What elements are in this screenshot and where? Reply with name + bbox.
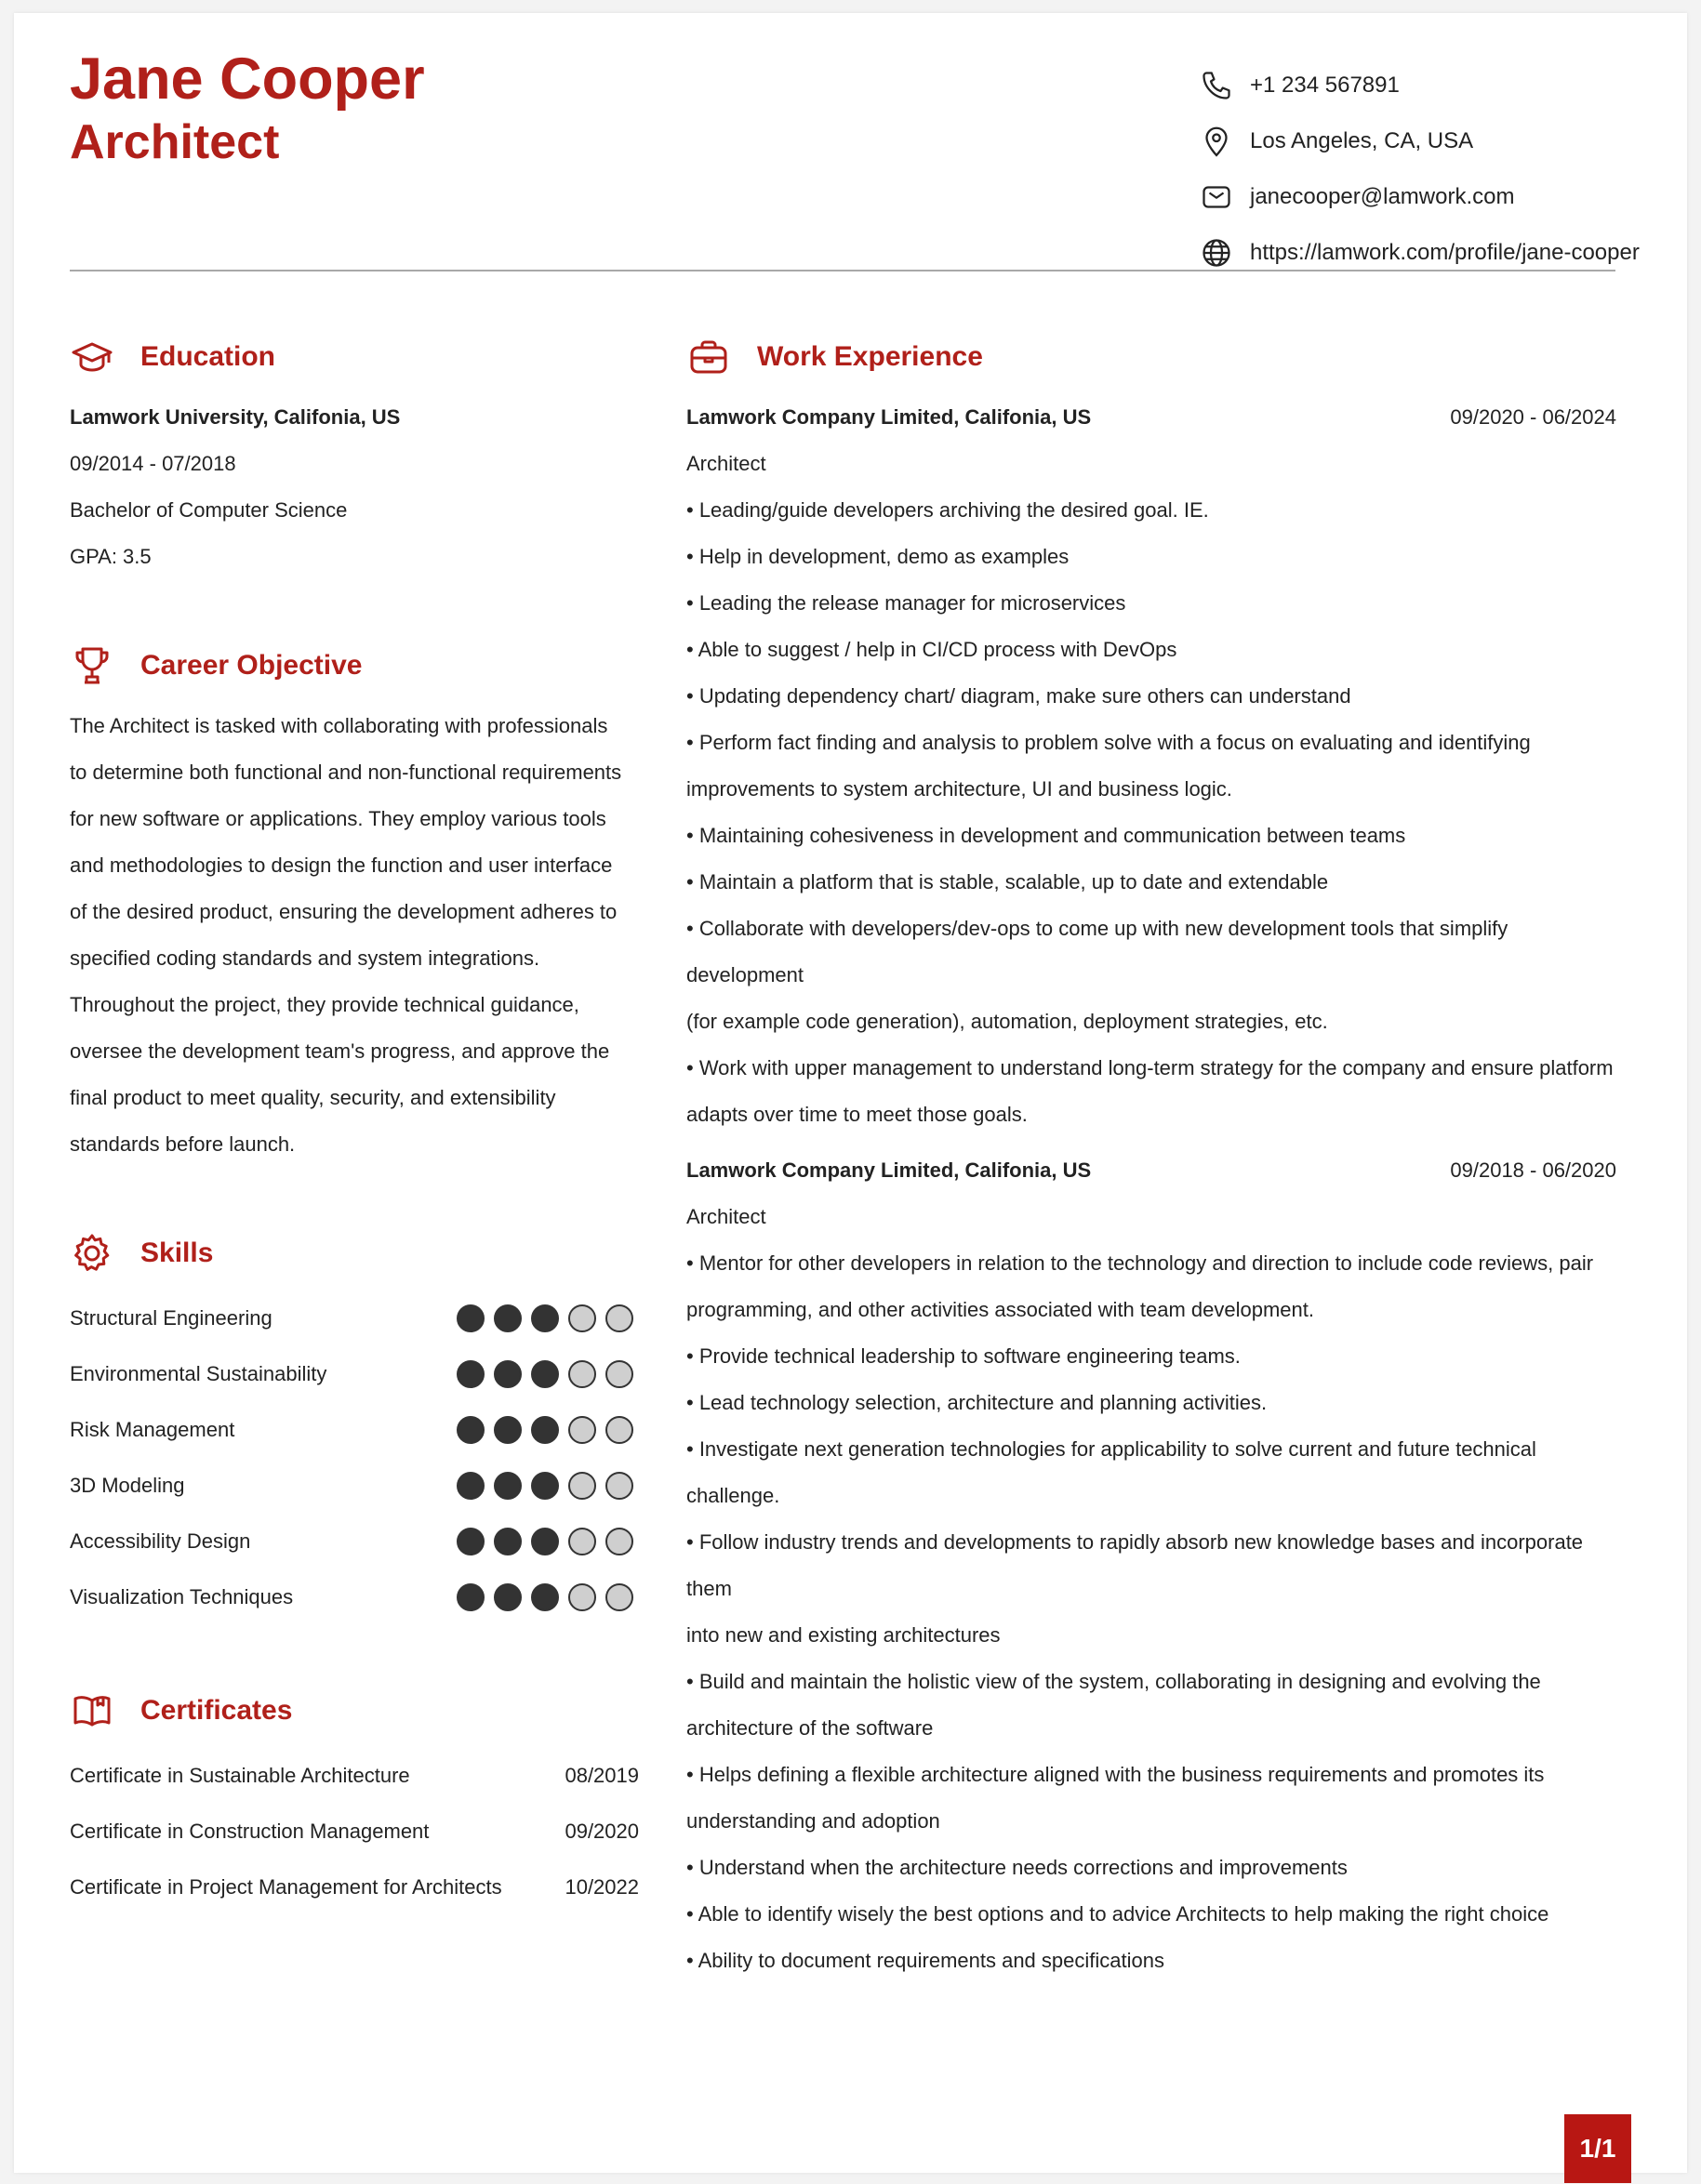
- job-bullet-line: • Maintain a platform that is stable, scalable, up to date and extendable: [686, 870, 1329, 893]
- job-bullet-line: • Leading/guide developers archiving the desired goal. IE.: [686, 498, 1209, 522]
- job-bullet-line: • Able to suggest / help in CI/CD process with DevOps: [686, 638, 1177, 661]
- job-bullet-line: • Able to identify wisely the best options and to advice Architects to help making the right choice: [686, 1902, 1549, 1926]
- skill-name: Environmental Sustainability: [70, 1362, 327, 1385]
- location-pin-icon: [1200, 125, 1233, 158]
- contact-phone: [1200, 58, 1646, 113]
- skill-row: [70, 1346, 639, 1402]
- briefcase-icon: [686, 335, 731, 379]
- objective-line: final product to meet quality, security, and extensibility: [70, 1086, 556, 1109]
- job-bullet-line: understanding and adoption: [686, 1809, 940, 1833]
- rating-dot-empty: [568, 1472, 596, 1500]
- education-heading: Education: [140, 341, 276, 372]
- header-divider: [70, 270, 1615, 271]
- education-degree: Bachelor of Computer Science: [70, 498, 348, 522]
- job-bullet-line: architecture of the software: [686, 1716, 934, 1740]
- job-company: Lamwork Company Limited, Califonia, US: [686, 1158, 1092, 1182]
- skill-name: Accessibility Design: [70, 1529, 251, 1553]
- education-section: [70, 329, 639, 580]
- skill-rating: [457, 1472, 633, 1500]
- skill-rating: [457, 1583, 633, 1611]
- rating-dot-filled: [494, 1304, 522, 1332]
- gear-icon: [70, 1231, 114, 1276]
- objective-line: standards before launch.: [70, 1132, 296, 1156]
- skills-header: [70, 1225, 639, 1281]
- job-bullet-line: • Investigate next generation technologies for applicability to solve current and future technical: [686, 1437, 1536, 1461]
- job-bullet-line: • Follow industry trends and developments to rapidly absorb new knowledge bases and incorporate them: [686, 1530, 1584, 1600]
- rating-dot-filled: [457, 1304, 485, 1332]
- certificates-heading: Certificates: [140, 1695, 293, 1726]
- objective-line: for new software or applications. They employ various tools: [70, 807, 606, 830]
- skill-name: Visualization Techniques: [70, 1585, 294, 1608]
- skill-rating: [457, 1416, 633, 1444]
- objective-line: Throughout the project, they provide technical guidance,: [70, 993, 579, 1016]
- skill-rating: [457, 1528, 633, 1555]
- education-school: Lamwork University, Califonia, US: [70, 405, 401, 429]
- objective-line: of the desired product, ensuring the development adheres to: [70, 900, 618, 923]
- rating-dot-empty: [568, 1416, 596, 1444]
- job-bullet-line: • Build and maintain the holistic view of the system, collaborating in designing and evolving the: [686, 1670, 1541, 1693]
- rating-dot-filled: [531, 1360, 559, 1388]
- certificate-row: [70, 1860, 639, 1915]
- certificates-header: [70, 1683, 639, 1739]
- education-gpa: GPA: 3.5: [70, 545, 152, 568]
- job-bullet-line: • Lead technology selection, architecture and planning activities.: [686, 1391, 1268, 1414]
- job-bullet-line: challenge.: [686, 1484, 780, 1507]
- job-header: [686, 1147, 1616, 1194]
- skills-list: [70, 1291, 639, 1625]
- contact-location: [1200, 113, 1646, 169]
- job-role: Architect: [686, 452, 766, 475]
- page-indicator[interactable]: 1/1: [1564, 2114, 1631, 2183]
- career-objective-header: [70, 638, 639, 694]
- skill-rating: [457, 1360, 633, 1388]
- job-bullet-line: • Leading the release manager for microservices: [686, 591, 1126, 615]
- education-dates: 09/2014 - 07/2018: [70, 452, 236, 475]
- rating-dot-filled: [494, 1583, 522, 1611]
- rating-dot-filled: [531, 1528, 559, 1555]
- skill-name: Structural Engineering: [70, 1306, 272, 1330]
- job-bullet-line: • Help in development, demo as examples: [686, 545, 1070, 568]
- education-header: [70, 329, 639, 385]
- job-dates: 09/2018 - 06/2020: [1450, 1158, 1616, 1182]
- certificate-date: 10/2022: [565, 1875, 639, 1899]
- rating-dot-filled: [531, 1416, 559, 1444]
- job-company: Lamwork Company Limited, Califonia, US: [686, 405, 1092, 429]
- job-entry: [686, 1147, 1616, 1984]
- rating-dot-filled: [457, 1472, 485, 1500]
- rating-dot-empty: [605, 1416, 633, 1444]
- rating-dot-filled: [457, 1528, 485, 1555]
- rating-dot-empty: [568, 1583, 596, 1611]
- rating-dot-empty: [605, 1304, 633, 1332]
- certificate-date: 08/2019: [565, 1764, 639, 1787]
- left-column: [70, 329, 639, 1915]
- rating-dot-filled: [494, 1472, 522, 1500]
- career-objective-section: [70, 638, 639, 1168]
- skill-name: 3D Modeling: [70, 1474, 185, 1497]
- contact-email-text[interactable]: janecooper@lamwork.com: [1250, 184, 1515, 209]
- graduation-cap-icon: [70, 335, 114, 379]
- skill-rating: [457, 1304, 633, 1332]
- skill-row: [70, 1402, 639, 1458]
- rating-dot-empty: [568, 1360, 596, 1388]
- job-header: [686, 394, 1616, 441]
- certificate-row: [70, 1804, 639, 1860]
- rating-dot-empty: [568, 1304, 596, 1332]
- certificate-row: [70, 1748, 639, 1804]
- rating-dot-empty: [605, 1528, 633, 1555]
- job-bullet-line: into new and existing architectures: [686, 1623, 1001, 1647]
- job-bullet-line: • Maintaining cohesiveness in development and communication between teams: [686, 824, 1406, 847]
- contact-website-text[interactable]: https://lamwork.com/profile/jane-cooper: [1250, 240, 1640, 265]
- trophy-icon: [70, 643, 114, 688]
- job-bullet-line: • Understand when the architecture needs corrections and improvements: [686, 1856, 1348, 1879]
- rating-dot-filled: [457, 1583, 485, 1611]
- skills-section: [70, 1225, 639, 1625]
- rating-dot-empty: [605, 1360, 633, 1388]
- work-experience-header: [686, 329, 1616, 385]
- candidate-name: Jane Cooper: [70, 46, 425, 112]
- work-experience-heading: Work Experience: [757, 341, 983, 372]
- skill-row: [70, 1569, 639, 1625]
- resume-page: [14, 13, 1687, 2173]
- contact-list: [1200, 58, 1646, 281]
- job-bullet-line: • Ability to document requirements and specifications: [686, 1949, 1164, 1972]
- objective-line: and methodologies to design the function and user interface: [70, 854, 613, 877]
- job-bullet-line: • Work with upper management to understand long-term strategy for the company and ensure platform: [686, 1056, 1614, 1079]
- certificate-name: Certificate in Sustainable Architecture: [70, 1764, 410, 1787]
- jobs-list: [686, 394, 1616, 1984]
- job-entry: [686, 394, 1616, 1138]
- skill-row: [70, 1458, 639, 1514]
- rating-dot-filled: [531, 1304, 559, 1332]
- mail-icon: [1200, 180, 1233, 214]
- objective-line: The Architect is tasked with collaborating with professionals: [70, 714, 608, 737]
- objective-line: specified coding standards and system integrations.: [70, 946, 540, 970]
- objective-line: oversee the development team's progress, and approve the: [70, 1039, 610, 1063]
- rating-dot-filled: [531, 1583, 559, 1611]
- phone-icon: [1200, 69, 1233, 102]
- skill-name: Risk Management: [70, 1418, 235, 1441]
- rating-dot-filled: [457, 1416, 485, 1444]
- contact-phone-text[interactable]: +1 234 567891: [1250, 73, 1400, 98]
- job-bullet-line: adapts over time to meet those goals.: [686, 1103, 1028, 1126]
- skill-row: [70, 1291, 639, 1346]
- rating-dot-empty: [605, 1583, 633, 1611]
- book-icon: [70, 1688, 114, 1733]
- globe-icon: [1200, 236, 1233, 270]
- rating-dot-filled: [494, 1360, 522, 1388]
- job-bullet-line: • Provide technical leadership to software engineering teams.: [686, 1344, 1241, 1368]
- job-bullet-line: • Mentor for other developers in relation to the technology and direction to include code reviews, pair: [686, 1251, 1594, 1275]
- objective-line: to determine both functional and non-functional requirements: [70, 761, 622, 784]
- contact-location-text: Los Angeles, CA, USA: [1250, 128, 1474, 153]
- job-bullet-line: • Helps defining a flexible architecture aligned with the business requirements and promotes its: [686, 1763, 1545, 1786]
- skills-heading: Skills: [140, 1238, 214, 1268]
- certificates-section: [70, 1683, 639, 1915]
- right-column: [686, 329, 1616, 1984]
- certificate-name: Certificate in Project Management for Architects: [70, 1875, 502, 1899]
- job-bullet-line: • Updating dependency chart/ diagram, make sure others can understand: [686, 684, 1351, 708]
- rating-dot-empty: [605, 1472, 633, 1500]
- candidate-title: Architect: [70, 115, 280, 169]
- rating-dot-filled: [531, 1472, 559, 1500]
- job-role: Architect: [686, 1205, 766, 1228]
- certificate-name: Certificate in Construction Management: [70, 1820, 430, 1843]
- skill-row: [70, 1514, 639, 1569]
- rating-dot-filled: [494, 1416, 522, 1444]
- contact-email: [1200, 169, 1646, 225]
- job-bullet-line: • Perform fact finding and analysis to problem solve with a focus on evaluating and identifying: [686, 731, 1531, 754]
- job-bullet-line: • Collaborate with developers/dev-ops to come up with new development tools that simplify development: [686, 917, 1508, 986]
- rating-dot-filled: [457, 1360, 485, 1388]
- rating-dot-empty: [568, 1528, 596, 1555]
- job-bullet-line: (for example code generation), automation, deployment strategies, etc.: [686, 1010, 1328, 1033]
- career-objective-heading: Career Objective: [140, 650, 363, 681]
- certificate-date: 09/2020: [565, 1820, 639, 1843]
- job-dates: 09/2020 - 06/2024: [1450, 405, 1616, 429]
- rating-dot-filled: [494, 1528, 522, 1555]
- work-experience-section: [686, 329, 1616, 1984]
- job-bullet-line: programming, and other activities associated with team development.: [686, 1298, 1315, 1321]
- job-bullet-line: improvements to system architecture, UI and business logic.: [686, 777, 1232, 801]
- contact-website: [1200, 225, 1646, 281]
